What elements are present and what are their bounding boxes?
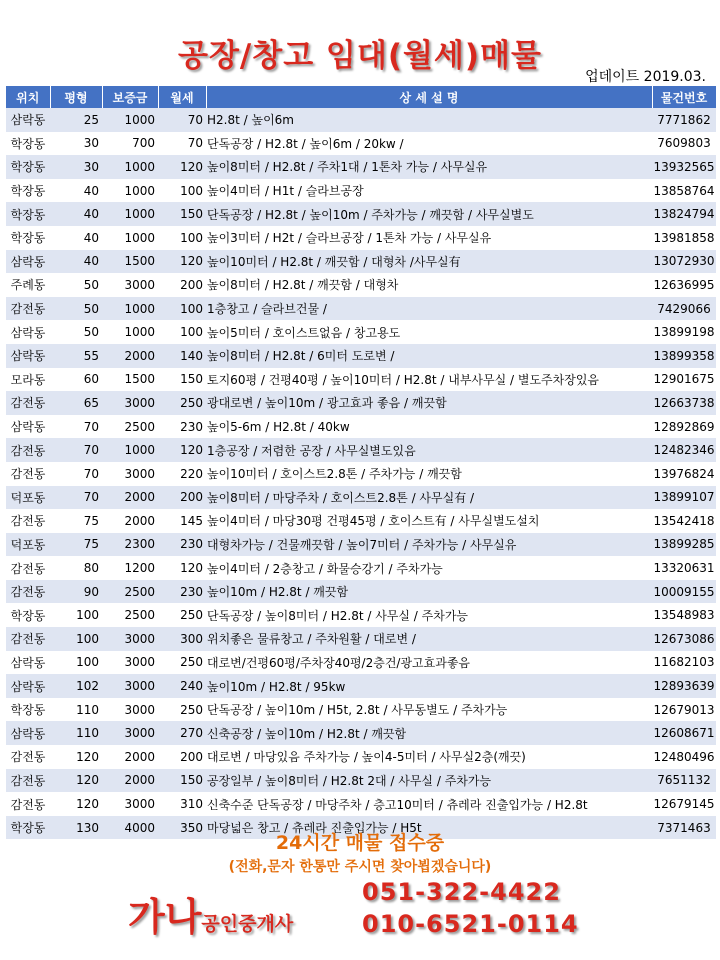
cell-description: 1층공장 / 저렴한 공장 / 사무실별도있음	[206, 438, 652, 462]
table-row	[6, 721, 716, 745]
cell-location: 학장동	[6, 202, 50, 226]
cell-monthly-rent: 350	[158, 816, 206, 840]
cell-area: 120	[50, 792, 102, 816]
cell-listing-number: 12679145	[652, 792, 716, 816]
table-row	[6, 226, 716, 250]
cell-location: 감전동	[6, 509, 50, 533]
cell-location: 감전동	[6, 627, 50, 651]
cell-deposit: 2000	[102, 486, 158, 510]
cell-area: 100	[50, 627, 102, 651]
cell-monthly-rent: 240	[158, 674, 206, 698]
cell-location: 주례동	[6, 273, 50, 297]
table-row	[6, 674, 716, 698]
cell-description: 높이4미터 / 마당30평 건평45평 / 호이스트有 / 사무실별도설치	[206, 509, 652, 533]
table-row	[6, 415, 716, 439]
cell-deposit: 3000	[102, 792, 158, 816]
cell-listing-number: 12892869	[652, 415, 716, 439]
cell-area: 25	[50, 108, 102, 132]
page-title: 공장/창고 임대(월세)매물	[178, 38, 542, 74]
cell-deposit: 1000	[102, 179, 158, 203]
cell-description: 토지60평 / 건평40평 / 높이10미터 / H2.8t / 내부사무실 / 별도주차장있음	[206, 368, 652, 392]
cell-deposit: 2500	[102, 415, 158, 439]
cell-description: 공장일부 / 높이8미터 / H2.8t 2대 / 사무실 / 주차가능	[206, 769, 652, 793]
cell-area: 100	[50, 651, 102, 675]
cell-listing-number: 12673086	[652, 627, 716, 651]
cell-deposit: 1000	[102, 202, 158, 226]
cell-description: 신축공장 / 높이10m / H2.8t / 깨끗함	[206, 721, 652, 745]
cell-listing-number: 13542418	[652, 509, 716, 533]
cell-location: 삼락동	[6, 415, 50, 439]
table-row	[6, 509, 716, 533]
table-row	[6, 769, 716, 793]
cell-deposit: 1000	[102, 297, 158, 321]
cell-area: 80	[50, 556, 102, 580]
cell-listing-number: 13824794	[652, 202, 716, 226]
table-row	[6, 651, 716, 675]
table-row	[6, 438, 716, 462]
listing-rows	[6, 108, 716, 839]
cell-deposit: 3000	[102, 651, 158, 675]
cell-monthly-rent: 310	[158, 792, 206, 816]
cell-location: 학장동	[6, 155, 50, 179]
table-row	[6, 179, 716, 203]
cell-area: 40	[50, 202, 102, 226]
cell-description: 대로변/건평60평/주차장40평/2층건/광고효과좋음	[206, 651, 652, 675]
table-row	[6, 297, 716, 321]
cell-area: 30	[50, 132, 102, 156]
cell-monthly-rent: 250	[158, 698, 206, 722]
cell-deposit: 2500	[102, 580, 158, 604]
header-area: 평형	[50, 86, 102, 108]
cell-listing-number: 7651132	[652, 769, 716, 793]
table-row	[6, 580, 716, 604]
table-row	[6, 745, 716, 769]
cell-area: 50	[50, 273, 102, 297]
cell-listing-number: 12663738	[652, 391, 716, 415]
cell-monthly-rent: 140	[158, 344, 206, 368]
cell-description: 높이4미터 / 2층창고 / 화물승강기 / 주차가능	[206, 556, 652, 580]
cell-description: 높이8미터 / H2.8t / 주차1대 / 1톤차 가능 / 사무실유	[206, 155, 652, 179]
cell-monthly-rent: 100	[158, 297, 206, 321]
cell-location: 감전동	[6, 391, 50, 415]
cell-deposit: 1000	[102, 155, 158, 179]
cell-listing-number: 13858764	[652, 179, 716, 203]
cell-description: 높이8미터 / H2.8t / 6미터 도로변 /	[206, 344, 652, 368]
cell-listing-number: 13072930	[652, 250, 716, 274]
cell-description: 단독공장 / 높이10m / H5t, 2.8t / 사무동별도 / 주차가능	[206, 698, 652, 722]
cell-listing-number: 12636995	[652, 273, 716, 297]
table-row	[6, 792, 716, 816]
cell-monthly-rent: 120	[158, 155, 206, 179]
cell-listing-number: 13899285	[652, 533, 716, 557]
cell-listing-number: 13320631	[652, 556, 716, 580]
cell-location: 감전동	[6, 462, 50, 486]
cell-monthly-rent: 230	[158, 533, 206, 557]
cell-description: 높이10미터 / H2.8t / 깨끗함 / 대형차 /사무실有	[206, 250, 652, 274]
cell-location: 학장동	[6, 603, 50, 627]
cell-description: 마당넓은 창고 / 츄레라 진출입가능 / H5t	[206, 816, 652, 840]
agency-type: 공인중개사	[201, 913, 294, 935]
update-date: 업데이트 2019.03.	[585, 69, 706, 85]
cell-description: 신축수준 단독공장 / 마당주차 / 층고10미터 / 츄레라 진출입가능 / H2.8t	[206, 792, 652, 816]
cell-location: 감전동	[6, 792, 50, 816]
cell-listing-number: 12679013	[652, 698, 716, 722]
cell-area: 102	[50, 674, 102, 698]
cell-listing-number: 13932565	[652, 155, 716, 179]
cell-area: 65	[50, 391, 102, 415]
cell-area: 30	[50, 155, 102, 179]
table-row	[6, 533, 716, 557]
cell-area: 75	[50, 533, 102, 557]
cell-area: 110	[50, 698, 102, 722]
cell-deposit: 1500	[102, 250, 158, 274]
cell-deposit: 2000	[102, 509, 158, 533]
cell-location: 감전동	[6, 556, 50, 580]
cell-location: 삼락동	[6, 721, 50, 745]
cell-location: 감전동	[6, 438, 50, 462]
cell-location: 덕포동	[6, 486, 50, 510]
agency-brand	[128, 886, 293, 941]
cell-deposit: 1000	[102, 438, 158, 462]
cell-description: 높이10m / H2.8t / 깨끗함	[206, 580, 652, 604]
cell-listing-number: 11682103	[652, 651, 716, 675]
cell-deposit: 2500	[102, 603, 158, 627]
cell-deposit: 2000	[102, 769, 158, 793]
cell-area: 40	[50, 179, 102, 203]
cell-deposit: 1000	[102, 320, 158, 344]
cell-monthly-rent: 120	[158, 556, 206, 580]
table-row	[6, 627, 716, 651]
table-header-row	[6, 86, 716, 108]
cell-monthly-rent: 100	[158, 226, 206, 250]
cell-deposit: 2000	[102, 745, 158, 769]
table-row	[6, 155, 716, 179]
cell-location: 삼락동	[6, 250, 50, 274]
cell-monthly-rent: 230	[158, 580, 206, 604]
cell-deposit: 2000	[102, 344, 158, 368]
phone-office[interactable]: 051-322-4422	[362, 878, 561, 906]
cell-location: 학장동	[6, 132, 50, 156]
cell-area: 40	[50, 250, 102, 274]
cell-deposit: 3000	[102, 273, 158, 297]
cell-deposit: 700	[102, 132, 158, 156]
cell-monthly-rent: 250	[158, 391, 206, 415]
cell-location: 덕포동	[6, 533, 50, 557]
cell-monthly-rent: 120	[158, 250, 206, 274]
cell-monthly-rent: 230	[158, 415, 206, 439]
cell-area: 90	[50, 580, 102, 604]
cell-description: 높이4미터 / H1t / 슬라브공장	[206, 179, 652, 203]
table-row	[6, 486, 716, 510]
cell-description: 높이8미터 / 마당주차 / 호이스트2.8톤 / 사무실有 /	[206, 486, 652, 510]
cell-monthly-rent: 220	[158, 462, 206, 486]
cell-listing-number: 7371463	[652, 816, 716, 840]
cell-location: 모라동	[6, 368, 50, 392]
cell-deposit: 1200	[102, 556, 158, 580]
listing-table	[6, 86, 717, 839]
cell-location: 삼락동	[6, 651, 50, 675]
cell-area: 130	[50, 816, 102, 840]
cell-monthly-rent: 150	[158, 368, 206, 392]
cell-monthly-rent: 120	[158, 438, 206, 462]
cell-area: 70	[50, 438, 102, 462]
cell-description: 단독공장 / 높이8미터 / H2.8t / 사무실 / 주차가능	[206, 603, 652, 627]
cell-description: 높이10미터 / 호이스트2.8톤 / 주차가능 / 깨끗함	[206, 462, 652, 486]
receive-notice: 24시간 매물 접수중	[275, 832, 445, 854]
cell-monthly-rent: 100	[158, 179, 206, 203]
cell-listing-number: 13548983	[652, 603, 716, 627]
cell-description: 높이10m / H2.8t / 95kw	[206, 674, 652, 698]
header-monthly-rent: 월세	[158, 86, 206, 108]
cell-location: 삼락동	[6, 674, 50, 698]
cell-location: 삼락동	[6, 344, 50, 368]
cell-area: 70	[50, 415, 102, 439]
cell-description: 단독공장 / H2.8t / 높이10m / 주차가능 / 깨끗함 / 사무실별도	[206, 202, 652, 226]
cell-area: 100	[50, 603, 102, 627]
table-row	[6, 391, 716, 415]
cell-deposit: 3000	[102, 462, 158, 486]
cell-description: H2.8t / 높이6m	[206, 108, 652, 132]
cell-deposit: 1000	[102, 108, 158, 132]
cell-location: 삼락동	[6, 320, 50, 344]
cell-listing-number: 13899107	[652, 486, 716, 510]
cell-listing-number: 12893639	[652, 674, 716, 698]
cell-listing-number: 7429066	[652, 297, 716, 321]
cell-listing-number: 12608671	[652, 721, 716, 745]
cell-monthly-rent: 250	[158, 651, 206, 675]
cell-deposit: 3000	[102, 391, 158, 415]
header-listing-number: 물건번호	[652, 86, 716, 108]
cell-location: 감전동	[6, 297, 50, 321]
cell-location: 감전동	[6, 745, 50, 769]
cell-monthly-rent: 200	[158, 486, 206, 510]
cell-listing-number: 13899198	[652, 320, 716, 344]
cell-monthly-rent: 150	[158, 769, 206, 793]
cell-location: 감전동	[6, 769, 50, 793]
cell-monthly-rent: 150	[158, 202, 206, 226]
agency-name: 가나	[128, 895, 202, 939]
cell-deposit: 4000	[102, 816, 158, 840]
cell-monthly-rent: 270	[158, 721, 206, 745]
cell-listing-number: 7771862	[652, 108, 716, 132]
table-row	[6, 368, 716, 392]
cell-area: 75	[50, 509, 102, 533]
cell-description: 단독공장 / H2.8t / 높이6m / 20kw /	[206, 132, 652, 156]
cell-location: 학장동	[6, 226, 50, 250]
cell-monthly-rent: 70	[158, 132, 206, 156]
cell-description: 1층창고 / 슬라브건물 /	[206, 297, 652, 321]
cell-monthly-rent: 200	[158, 273, 206, 297]
table-row	[6, 202, 716, 226]
cell-location: 삼락동	[6, 108, 50, 132]
table-row	[6, 108, 716, 132]
cell-deposit: 3000	[102, 721, 158, 745]
table-row	[6, 320, 716, 344]
cell-listing-number: 7609803	[652, 132, 716, 156]
cell-area: 120	[50, 769, 102, 793]
cell-listing-number: 10009155	[652, 580, 716, 604]
cell-area: 70	[50, 462, 102, 486]
header-location: 위치	[6, 86, 50, 108]
table-row	[6, 556, 716, 580]
table-row	[6, 698, 716, 722]
table-row	[6, 344, 716, 368]
receive-notice-sub: (전화,문자 한통만 주시면 찾아뵙겠습니다)	[228, 859, 492, 875]
cell-listing-number: 12901675	[652, 368, 716, 392]
cell-description: 광대로변 / 높이10m / 광고효과 좋음 / 깨끗함	[206, 391, 652, 415]
header-deposit: 보증금	[102, 86, 158, 108]
header-description: 상 세 설 명	[206, 86, 652, 108]
cell-area: 40	[50, 226, 102, 250]
cell-listing-number: 12482346	[652, 438, 716, 462]
cell-area: 50	[50, 320, 102, 344]
cell-area: 70	[50, 486, 102, 510]
cell-listing-number: 12480496	[652, 745, 716, 769]
cell-description: 높이5-6m / H2.8t / 40kw	[206, 415, 652, 439]
cell-description: 높이8미터 / H2.8t / 깨끗함 / 대형차	[206, 273, 652, 297]
cell-location: 학장동	[6, 816, 50, 840]
table-row	[6, 462, 716, 486]
cell-area: 50	[50, 297, 102, 321]
cell-description: 대형차가능 / 건물깨끗함 / 높이7미터 / 주차가능 / 사무실유	[206, 533, 652, 557]
cell-monthly-rent: 100	[158, 320, 206, 344]
cell-monthly-rent: 300	[158, 627, 206, 651]
cell-location: 학장동	[6, 179, 50, 203]
cell-description: 높이5미터 / 호이스트없음 / 창고용도	[206, 320, 652, 344]
cell-description: 위치좋은 물류창고 / 주차원활 / 대로변 /	[206, 627, 652, 651]
phone-mobile[interactable]: 010-6521-0114	[362, 910, 579, 938]
cell-listing-number: 13976824	[652, 462, 716, 486]
cell-deposit: 3000	[102, 627, 158, 651]
table-row	[6, 603, 716, 627]
cell-deposit: 2300	[102, 533, 158, 557]
cell-monthly-rent: 250	[158, 603, 206, 627]
cell-deposit: 3000	[102, 698, 158, 722]
cell-description: 대로변 / 마당있음 주차가능 / 높이4-5미터 / 사무실2층(깨끗)	[206, 745, 652, 769]
cell-description: 높이3미터 / H2t / 슬라브공장 / 1톤차 가능 / 사무실유	[206, 226, 652, 250]
cell-area: 60	[50, 368, 102, 392]
table-row	[6, 132, 716, 156]
cell-area: 110	[50, 721, 102, 745]
cell-location: 감전동	[6, 580, 50, 604]
table-row	[6, 250, 716, 274]
cell-deposit: 1000	[102, 226, 158, 250]
cell-monthly-rent: 145	[158, 509, 206, 533]
cell-listing-number: 13899358	[652, 344, 716, 368]
cell-listing-number: 13981858	[652, 226, 716, 250]
cell-area: 55	[50, 344, 102, 368]
cell-monthly-rent: 200	[158, 745, 206, 769]
cell-location: 학장동	[6, 698, 50, 722]
cell-deposit: 3000	[102, 674, 158, 698]
table-row	[6, 273, 716, 297]
cell-area: 120	[50, 745, 102, 769]
cell-deposit: 1500	[102, 368, 158, 392]
cell-monthly-rent: 70	[158, 108, 206, 132]
